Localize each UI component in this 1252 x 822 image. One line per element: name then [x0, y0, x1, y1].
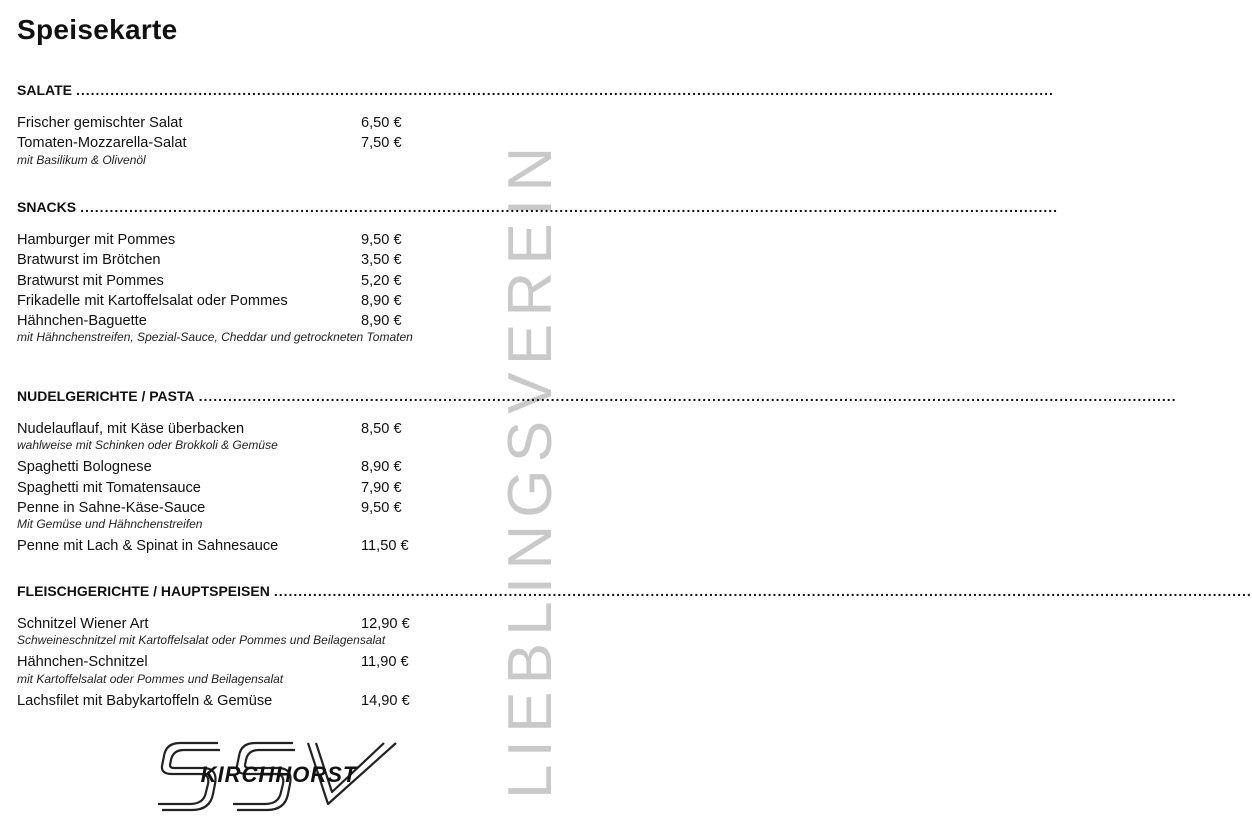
- menu-item-price: 8,90 €: [361, 292, 402, 309]
- menu-item: [17, 291, 417, 311]
- menu-item-name: Hamburger mit Pommes: [17, 232, 176, 248]
- section-items: [17, 113, 417, 172]
- menu-item-price: 9,50 €: [361, 232, 402, 248]
- menu-item-name: Frischer gemischter Salat: [17, 115, 183, 131]
- section-items: [17, 230, 417, 349]
- menu-section: [17, 583, 1252, 711]
- menu-section: [17, 199, 1059, 349]
- menu-item-price: 8,90 €: [361, 459, 402, 476]
- menu-item: [17, 457, 417, 477]
- menu-item-note: Mit Gemüse und Hähnchenstreifen: [17, 517, 203, 532]
- section-heading-label: FLEISCHGERICHTE / HAUPTSPEISEN: [17, 583, 270, 599]
- section-heading: [17, 388, 1177, 408]
- section-heading-label: NUDELGERICHTE / PASTA: [17, 388, 195, 404]
- menu-item: [17, 691, 417, 711]
- section-heading-label: SNACKS: [17, 199, 77, 215]
- menu-item-price: 3,50 €: [361, 252, 402, 269]
- menu-item-note: wahlweise mit Schinken oder Brokkoli & Gemüse: [17, 438, 278, 453]
- menu-item-name: Schnitzel Wiener Art: [17, 616, 149, 632]
- menu-section: [17, 82, 1054, 172]
- section-items: [17, 614, 417, 711]
- section-items: [17, 419, 417, 556]
- menu-item-name: Penne mit Lach & Spinat in Sahnesauce: [17, 538, 279, 555]
- menu-item-price: 12,90 €: [361, 616, 410, 632]
- logo-wordmark: KIRCHHORST: [200, 762, 358, 787]
- menu-item-name: Hähnchen-Schnitzel: [17, 654, 148, 671]
- menu-item: [17, 536, 417, 556]
- dot-leader: ........................................................................................................................................................................................................: [80, 199, 1059, 215]
- menu-item-note: mit Hähnchenstreifen, Spezial-Sauce, Cheddar und getrockneten Tomaten: [17, 330, 413, 345]
- club-logo: [158, 740, 400, 810]
- menu-item-price: 9,50 €: [361, 499, 402, 516]
- menu-item: [17, 230, 417, 250]
- section-heading: [17, 199, 1059, 219]
- menu-item-note: mit Kartoffelsalat oder Pommes und Beilagensalat: [17, 671, 284, 686]
- menu-item: [17, 498, 417, 518]
- menu-item: [17, 250, 417, 270]
- menu-item: [17, 478, 417, 498]
- section-heading-label: SALATE: [17, 82, 72, 98]
- menu-item-price: 8,50 €: [361, 421, 402, 437]
- vertical-title: LIEBLINGSVEREIN: [496, 139, 565, 799]
- menu-item-name: Nudelauflauf, mit Käse überbacken: [17, 421, 245, 437]
- menu-item-price: 7,50 €: [361, 135, 402, 152]
- menu-item: [17, 271, 417, 291]
- section-heading: [17, 583, 1252, 603]
- menu-item-price: 11,50 €: [361, 538, 409, 555]
- menu-item-name: Spaghetti Bolognese: [17, 459, 152, 476]
- menu-item-name: Tomaten-Mozzarella-Salat: [17, 135, 187, 152]
- menu-item-price: 14,90 €: [361, 692, 410, 709]
- menu-item-price: 5,20 €: [361, 272, 402, 289]
- menu-item-price: 8,90 €: [361, 313, 402, 330]
- menu-item-name: Bratwurst mit Pommes: [17, 272, 164, 289]
- menu-item-price: 6,50 €: [361, 115, 402, 131]
- menu-item-name: Lachsfilet mit Babykartoffeln & Gemüse: [17, 692, 273, 709]
- menu-item: [17, 133, 417, 153]
- menu-section: [17, 388, 1177, 556]
- menu-item-price: 7,90 €: [361, 479, 402, 496]
- section-heading: [17, 82, 1054, 102]
- menu-item: [17, 614, 417, 634]
- menu-item-name: Penne in Sahne-Käse-Sauce: [17, 499, 206, 516]
- dot-leader: ........................................................................................................................................................................................................: [273, 583, 1252, 599]
- menu-item: [17, 652, 417, 672]
- menu-item-name: Hähnchen-Baguette: [17, 313, 147, 330]
- menu-item-name: Spaghetti mit Tomatensauce: [17, 479, 201, 496]
- menu-item-note: mit Basilikum & Olivenöl: [17, 152, 146, 167]
- menu-item-name: Frikadelle mit Kartoffelsalat oder Pommes: [17, 292, 288, 309]
- menu-item: [17, 311, 417, 331]
- menu-item-price: 11,90 €: [361, 654, 409, 671]
- menu-item-note: Schweineschnitzel mit Kartoffelsalat oder Pommes und Beilagensalat: [17, 633, 386, 648]
- dot-leader: ........................................................................................................................................................................................................: [75, 82, 1054, 98]
- page-title: Speisekarte: [17, 14, 178, 45]
- menu-item-name: Bratwurst im Brötchen: [17, 252, 161, 269]
- dot-leader: ........................................................................................................................................................................................................: [198, 388, 1177, 404]
- menu-item: [17, 419, 417, 439]
- menu-item: [17, 113, 417, 133]
